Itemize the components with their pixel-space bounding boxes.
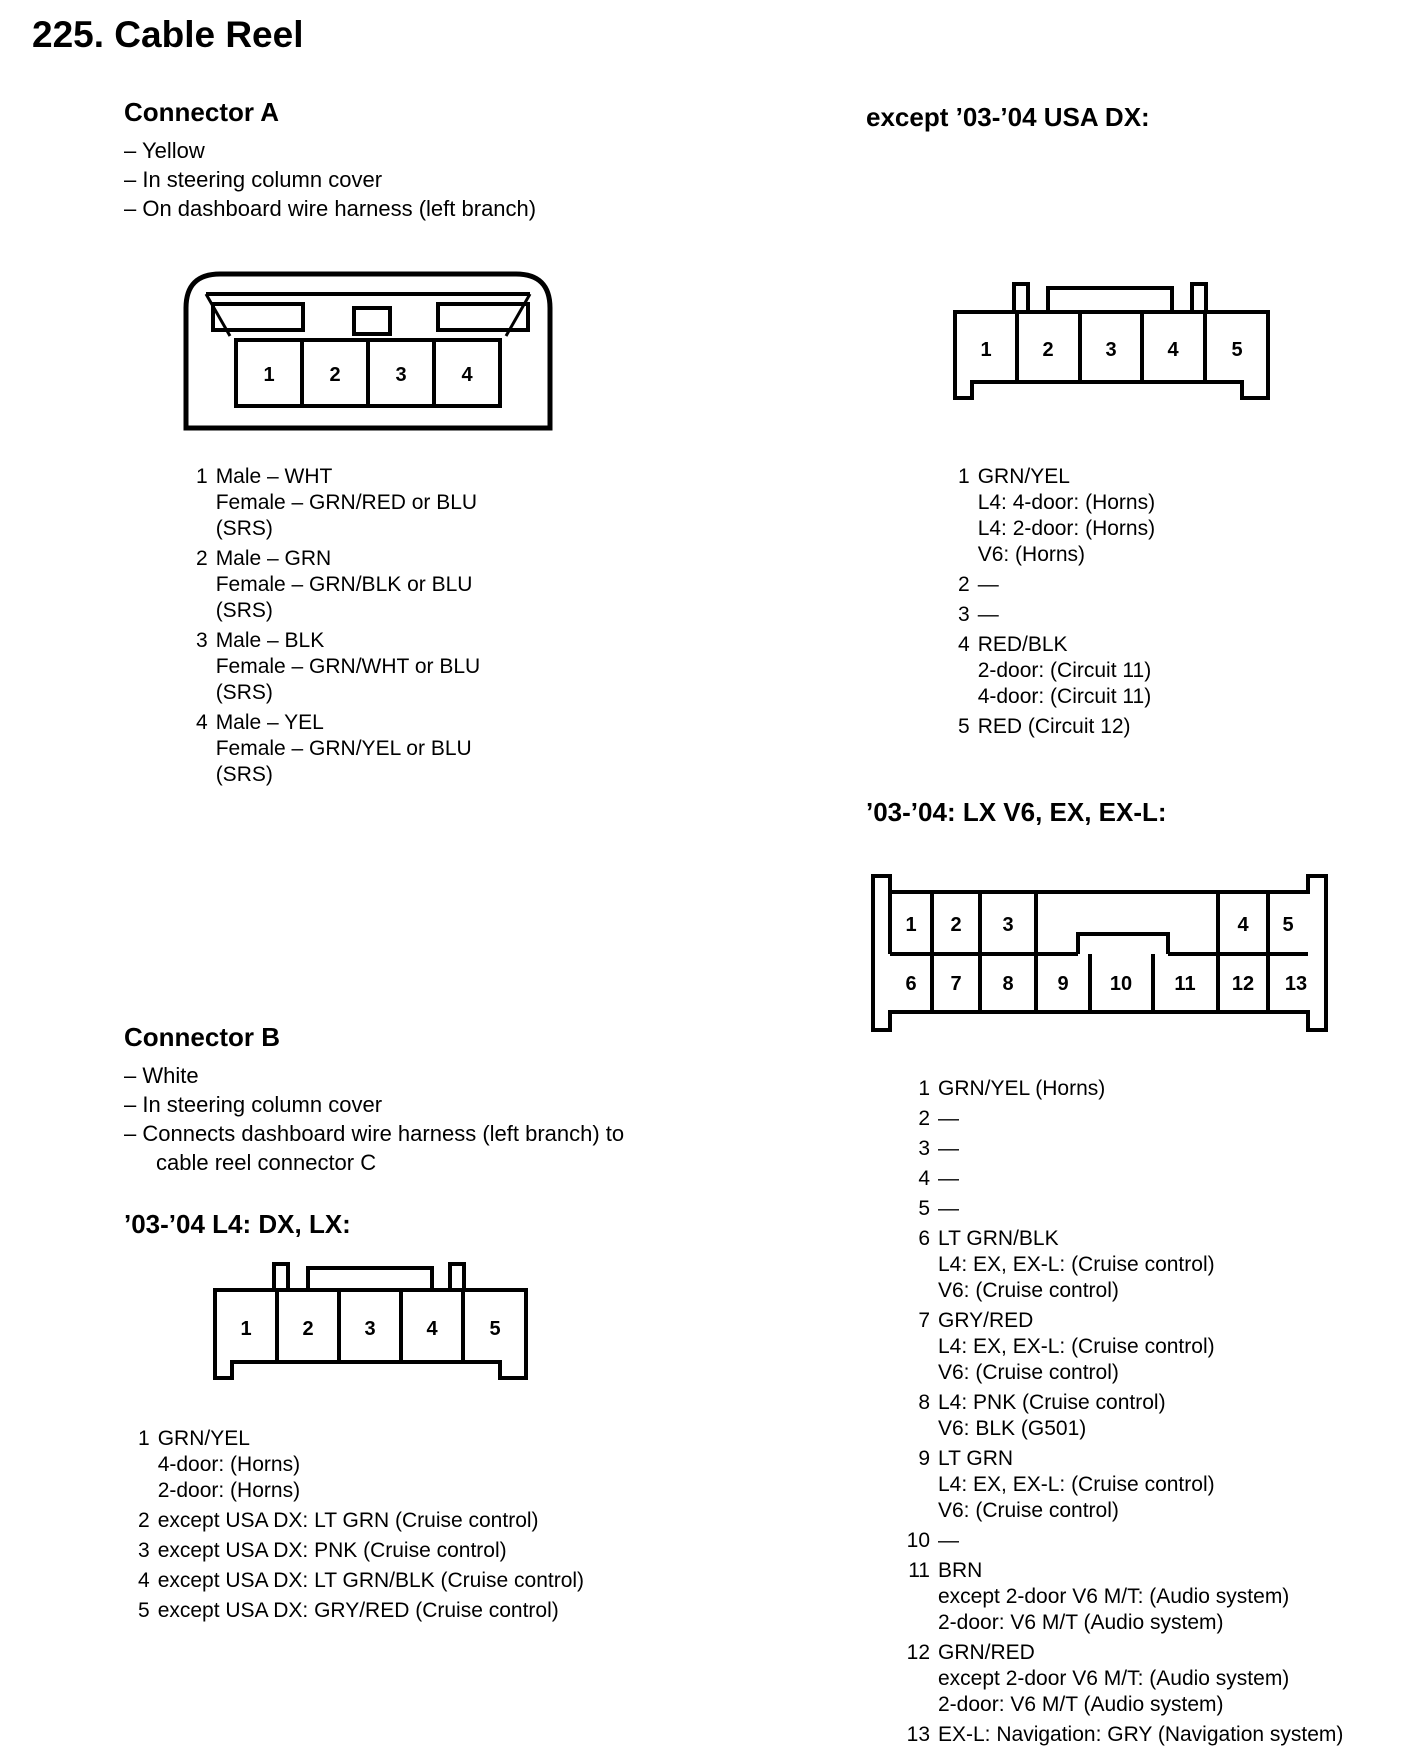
except-usa-dx-heading: except ’03-’04 USA DX: <box>866 102 1150 132</box>
pin-text: (SRS) <box>215 681 273 704</box>
connector-a-pinlist <box>196 464 480 792</box>
pin-label: 1 <box>240 1318 252 1340</box>
pin-text: except USA DX: PNK (Cruise control) <box>157 1539 507 1562</box>
pin-label: 5 <box>1231 339 1243 361</box>
pin-text: V6: BLK (G501) <box>938 1417 1087 1440</box>
note-line: – Yellow <box>124 138 205 163</box>
pin-label: 13 <box>1284 973 1308 995</box>
pin-text: Female – GRN/YEL or BLU <box>215 737 472 760</box>
lx-v6-ex-heading: ’03-’04: LX V6, EX, EX-L: <box>866 797 1167 827</box>
pin-label: 2 <box>329 364 341 386</box>
pin-number: 1 <box>138 1427 150 1450</box>
l4-dx-lx-heading: ’03-’04 L4: DX, LX: <box>124 1209 351 1239</box>
pin-text: GRN/YEL <box>157 1427 250 1450</box>
pin-number: 4 <box>196 711 208 734</box>
pin-text: (SRS) <box>215 763 273 786</box>
pin-text: 4-door: (Circuit 11) <box>977 685 1152 708</box>
list-item <box>196 710 480 788</box>
list-item <box>196 628 480 706</box>
pin-text: — <box>938 1107 959 1130</box>
list-item <box>906 1076 1343 1102</box>
pin-text: L4: PNK (Cruise control) <box>938 1391 1166 1414</box>
pin-text: Female – GRN/RED or BLU <box>215 491 478 514</box>
pin-number: 1 <box>958 465 970 488</box>
pin-text: — <box>977 603 999 626</box>
pin-number: 2 <box>958 573 970 596</box>
list-item <box>138 1508 584 1534</box>
pin-number: 3 <box>918 1137 930 1160</box>
pin-text: EX-L: Navigation: GRY (Navigation system) <box>938 1723 1344 1746</box>
pin-text: (SRS) <box>215 599 273 622</box>
pin-label: 9 <box>1057 973 1069 995</box>
pin-text: GRN/YEL (Horns) <box>938 1077 1106 1100</box>
pin-text: 2-door: (Circuit 11) <box>977 659 1152 682</box>
pin-text: except USA DX: LT GRN (Cruise control) <box>157 1509 539 1532</box>
pin-text: 2-door: (Horns) <box>157 1479 301 1502</box>
pin-label: 10 <box>1109 973 1133 995</box>
pin-label: 1 <box>905 914 917 936</box>
pin-text: 2-door: V6 M/T (Audio system) <box>938 1611 1224 1634</box>
pin-text: L4: EX, EX-L: (Cruise control) <box>938 1253 1215 1276</box>
pin-label: 3 <box>1105 339 1117 361</box>
pin-text: GRY/RED <box>938 1309 1034 1332</box>
pin-number: 5 <box>958 715 970 738</box>
list-item <box>138 1598 584 1624</box>
pin-number: 2 <box>918 1107 930 1130</box>
list-item <box>906 1308 1343 1386</box>
note-line: – In steering column cover <box>124 1092 383 1117</box>
pin-number: 10 <box>906 1529 930 1552</box>
except-usa-dx-pinlist <box>958 464 1155 744</box>
pin-text: V6: (Cruise control) <box>938 1499 1119 1522</box>
page-title: 225. Cable Reel <box>32 14 304 55</box>
list-item <box>906 1106 1343 1132</box>
pin-text: 2-door: V6 M/T (Audio system) <box>938 1693 1224 1716</box>
pin-text: (SRS) <box>215 517 273 540</box>
pin-label: 2 <box>302 1318 314 1340</box>
connector-a-diagram <box>180 268 560 434</box>
pin-label: 4 <box>1167 339 1179 361</box>
list-item <box>906 1446 1343 1524</box>
list-item <box>138 1568 584 1594</box>
except-usa-dx-connector-diagram <box>950 278 1272 404</box>
pin-text: — <box>938 1529 959 1552</box>
pin-number: 8 <box>918 1391 930 1414</box>
pin-text: — <box>938 1197 959 1220</box>
pin-text: GRN/YEL <box>977 465 1070 488</box>
pin-number: 1 <box>196 465 208 488</box>
note-line: cable reel connector C <box>156 1150 377 1175</box>
list-item <box>196 464 480 542</box>
list-item <box>906 1166 1343 1192</box>
note-line: – Connects dashboard wire harness (left branch) to <box>124 1121 625 1146</box>
l4-dx-lx-connector-diagram <box>210 1258 530 1384</box>
pin-number: 1 <box>918 1077 930 1100</box>
pin-text: Female – GRN/WHT or BLU <box>215 655 481 678</box>
pin-label: 1 <box>263 364 275 386</box>
pin-number: 3 <box>138 1539 150 1562</box>
pin-label: 5 <box>1282 914 1294 936</box>
note-line: – In steering column cover <box>124 167 383 192</box>
list-item <box>906 1722 1343 1748</box>
pin-text: L4: 2-door: (Horns) <box>977 517 1156 540</box>
connector-a-notes <box>124 136 536 223</box>
pin-text: Male – GRN <box>215 547 332 570</box>
pin-text: — <box>938 1167 959 1190</box>
pin-number: 2 <box>138 1509 150 1532</box>
pin-number: 3 <box>196 629 208 652</box>
connector-a-heading: Connector A <box>124 97 280 127</box>
pin-text: V6: (Cruise control) <box>938 1361 1119 1384</box>
pin-text: V6: (Cruise control) <box>938 1279 1119 1302</box>
note-line: – On dashboard wire harness (left branch) <box>124 196 537 221</box>
list-item <box>906 1226 1343 1304</box>
list-item <box>906 1528 1343 1554</box>
list-item <box>906 1136 1343 1162</box>
note-line: – White <box>124 1063 199 1088</box>
pin-number: 2 <box>196 547 208 570</box>
list-item <box>958 464 1155 568</box>
pin-label: 8 <box>1002 973 1014 995</box>
pin-number: 3 <box>958 603 970 626</box>
pin-text: L4: 4-door: (Horns) <box>977 491 1156 514</box>
lx-v6-ex-connector-diagram <box>868 872 1332 1036</box>
list-item <box>906 1390 1343 1442</box>
pin-label: 1 <box>980 339 992 361</box>
lx-v6-ex-pinlist <box>906 1076 1343 1752</box>
pin-text: except 2-door V6 M/T: (Audio system) <box>938 1585 1290 1608</box>
pin-text: GRN/RED <box>938 1641 1035 1664</box>
list-item <box>196 546 480 624</box>
pin-number: 11 <box>908 1559 930 1582</box>
pin-label: 4 <box>461 364 473 386</box>
pin-text: Male – BLK <box>215 629 325 652</box>
pin-label: 3 <box>364 1318 376 1340</box>
pin-text: Male – WHT <box>215 465 333 488</box>
pin-text: LT GRN/BLK <box>938 1227 1059 1250</box>
pin-number: 5 <box>138 1599 150 1622</box>
pin-text: except USA DX: GRY/RED (Cruise control) <box>157 1599 559 1622</box>
pin-label: 11 <box>1174 973 1196 995</box>
pin-text: L4: EX, EX-L: (Cruise control) <box>938 1335 1215 1358</box>
pin-label: 12 <box>1231 973 1255 995</box>
pin-text: BRN <box>938 1559 983 1582</box>
pin-number: 13 <box>906 1723 930 1746</box>
pin-number: 12 <box>906 1641 930 1664</box>
pin-number: 7 <box>918 1309 930 1332</box>
pin-label: 3 <box>395 364 407 386</box>
list-item <box>138 1426 584 1504</box>
pin-label: 5 <box>489 1318 501 1340</box>
list-item <box>138 1538 584 1564</box>
pin-text: L4: EX, EX-L: (Cruise control) <box>938 1473 1215 1496</box>
list-item <box>906 1196 1343 1222</box>
pin-number: 5 <box>918 1197 930 1220</box>
pin-number: 4 <box>918 1167 930 1190</box>
pin-text: RED/BLK <box>977 633 1068 656</box>
pin-text: Female – GRN/BLK or BLU <box>215 573 473 596</box>
pin-label: 4 <box>426 1318 438 1340</box>
pin-label: 2 <box>1042 339 1054 361</box>
l4-dx-lx-pinlist <box>138 1426 584 1628</box>
pin-number: 4 <box>138 1569 150 1592</box>
pin-text: Male – YEL <box>215 711 324 734</box>
pin-number: 6 <box>918 1227 930 1250</box>
list-item <box>958 572 1155 598</box>
pin-text: RED (Circuit 12) <box>977 715 1131 738</box>
connector-b-notes <box>124 1061 624 1177</box>
pin-label: 6 <box>905 973 917 995</box>
list-item <box>958 602 1155 628</box>
pin-label: 3 <box>1002 914 1014 936</box>
pin-text: LT GRN <box>938 1447 1014 1470</box>
pin-text: 4-door: (Horns) <box>157 1453 301 1476</box>
list-item <box>958 714 1155 740</box>
pin-number: 9 <box>918 1447 930 1470</box>
pin-text: except USA DX: LT GRN/BLK (Cruise control) <box>157 1569 585 1592</box>
list-item <box>906 1640 1343 1718</box>
pin-text: — <box>938 1137 959 1160</box>
pin-label: 2 <box>950 914 962 936</box>
pin-text: — <box>977 573 999 596</box>
pin-label: 4 <box>1237 914 1249 936</box>
connector-b-heading: Connector B <box>124 1022 280 1052</box>
pin-text: V6: (Horns) <box>977 543 1086 566</box>
list-item <box>906 1558 1343 1636</box>
pin-text: except 2-door V6 M/T: (Audio system) <box>938 1667 1290 1690</box>
list-item <box>958 632 1155 710</box>
pin-number: 4 <box>958 633 970 656</box>
pin-label: 7 <box>950 973 962 995</box>
